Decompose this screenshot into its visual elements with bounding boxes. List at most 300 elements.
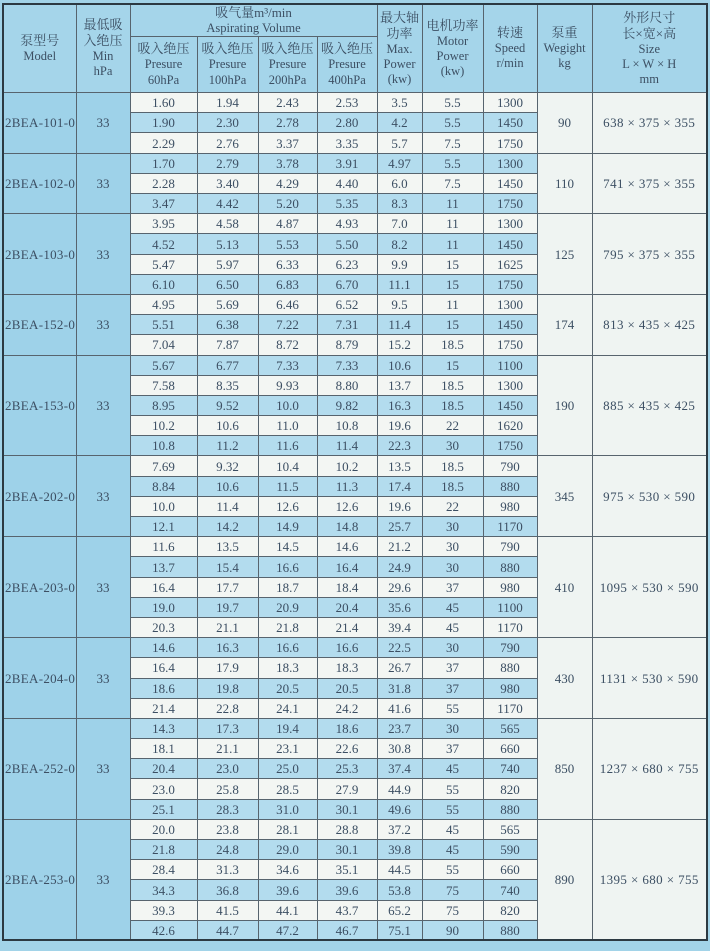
vol-200hpa-cell: 6.83 (258, 274, 317, 294)
motor-power-cell: 45 (422, 597, 483, 617)
vol-100hpa-cell: 11.4 (197, 496, 258, 516)
vol-200hpa-cell: 11.5 (258, 476, 317, 496)
speed-cell: 1750 (483, 133, 537, 153)
vol-400hpa-cell: 18.3 (317, 658, 377, 678)
min-pressure-cell: 33 (76, 294, 130, 355)
motor-power-cell: 5.5 (422, 153, 483, 173)
vol-400hpa-cell: 20.5 (317, 678, 377, 698)
vol-200hpa-cell: 21.8 (258, 617, 317, 637)
motor-power-cell: 30 (422, 638, 483, 658)
speed-cell: 1750 (483, 274, 537, 294)
motor-power-cell: 18.5 (422, 456, 483, 476)
size-cell: 638 × 375 × 355 (592, 93, 707, 154)
max-power-cell: 37.2 (377, 819, 422, 839)
vol-400hpa-cell: 22.6 (317, 739, 377, 759)
col-header-model-zh: 泵型号 (20, 33, 60, 48)
speed-cell: 880 (483, 476, 537, 496)
vol-200hpa-cell: 19.4 (258, 718, 317, 738)
motor-power-en2: Power (436, 48, 469, 63)
speed-cell: 1750 (483, 335, 537, 355)
vol-200hpa-cell: 18.3 (258, 658, 317, 678)
motor-power-cell: 90 (422, 920, 483, 940)
size-zh2: 长×宽×高 (622, 25, 677, 41)
vol-60hpa-cell: 10.2 (130, 416, 197, 436)
vol-200hpa-cell: 9.93 (258, 375, 317, 395)
speed-cell: 1170 (483, 517, 537, 537)
motor-power-cell: 30 (422, 517, 483, 537)
vol-100hpa-cell: 2.76 (197, 133, 258, 153)
col-header-pressure-200hpa (258, 37, 317, 93)
vol-100hpa-cell: 9.32 (197, 456, 258, 476)
vol-60hpa-cell: 18.1 (130, 739, 197, 759)
max-power-zh2: 功率 (386, 25, 413, 41)
motor-power-en3: (kw) (440, 64, 465, 79)
max-power-cell: 10.6 (377, 355, 422, 375)
max-power-cell: 19.6 (377, 416, 422, 436)
min-pressure-cell: 33 (76, 537, 130, 638)
aspirating-volume-en: Aspirating Volume (206, 20, 301, 35)
vol-200hpa-cell: 31.0 (258, 799, 317, 819)
vol-100hpa-cell: 22.8 (197, 698, 258, 718)
vol-200hpa-cell: 8.72 (258, 335, 317, 355)
speed-cell: 980 (483, 577, 537, 597)
table-row (3, 456, 707, 476)
vol-400hpa-cell: 14.8 (317, 517, 377, 537)
vol-100hpa-cell: 6.77 (197, 355, 258, 375)
vol-400hpa-cell: 27.9 (317, 779, 377, 799)
vol-100hpa-cell: 4.42 (197, 194, 258, 214)
vol-400hpa-cell: 7.33 (317, 355, 377, 375)
speed-en1: Speed (494, 41, 526, 56)
vol-400hpa-cell: 24.2 (317, 698, 377, 718)
vol-60hpa-cell: 21.4 (130, 698, 197, 718)
pressure-200-en: Presure (268, 57, 307, 72)
vol-400hpa-cell: 8.80 (317, 375, 377, 395)
vol-200hpa-cell: 11.6 (258, 436, 317, 456)
vol-200hpa-cell: 4.87 (258, 214, 317, 234)
vol-400hpa-cell: 4.40 (317, 173, 377, 193)
size-cell: 1237 × 680 × 755 (592, 718, 707, 819)
vol-100hpa-cell: 21.1 (197, 617, 258, 637)
vol-60hpa-cell: 6.10 (130, 274, 197, 294)
speed-cell: 980 (483, 496, 537, 516)
max-power-cell: 8.2 (377, 234, 422, 254)
vol-200hpa-cell: 28.1 (258, 819, 317, 839)
weight-cell: 410 (537, 537, 592, 638)
vol-400hpa-cell: 4.93 (317, 214, 377, 234)
vol-400hpa-cell: 3.91 (317, 153, 377, 173)
vol-100hpa-cell: 5.97 (197, 254, 258, 274)
size-en3: mm (639, 72, 659, 87)
vol-60hpa-cell: 4.52 (130, 234, 197, 254)
vol-100hpa-cell: 6.50 (197, 274, 258, 294)
col-header-speed (483, 4, 537, 93)
weight-cell: 174 (537, 294, 592, 355)
pressure-100-en: Presure (208, 57, 247, 72)
motor-power-cell: 15 (422, 355, 483, 375)
vol-100hpa-cell: 10.6 (197, 476, 258, 496)
vol-400hpa-cell: 16.6 (317, 638, 377, 658)
weight-cell: 190 (537, 355, 592, 456)
motor-power-cell: 55 (422, 698, 483, 718)
vol-400hpa-cell: 14.6 (317, 537, 377, 557)
vol-60hpa-cell: 14.3 (130, 718, 197, 738)
vol-400hpa-cell: 10.8 (317, 416, 377, 436)
size-en2: L × W × H (622, 56, 677, 71)
speed-cell: 1100 (483, 355, 537, 375)
vol-400hpa-cell: 6.70 (317, 274, 377, 294)
table-body (3, 93, 707, 941)
table-row (3, 537, 707, 557)
speed-cell: 980 (483, 678, 537, 698)
max-power-cell: 75.1 (377, 920, 422, 940)
pressure-60-val: 60hPa (147, 72, 180, 87)
speed-cell: 1750 (483, 436, 537, 456)
max-power-cell: 31.8 (377, 678, 422, 698)
vol-60hpa-cell: 20.0 (130, 819, 197, 839)
motor-power-cell: 30 (422, 718, 483, 738)
max-power-cell: 22.5 (377, 638, 422, 658)
speed-cell: 1450 (483, 173, 537, 193)
model-cell: 2BEA-153-0 (3, 355, 76, 456)
max-power-cell: 21.2 (377, 537, 422, 557)
min-pressure-cell: 33 (76, 153, 130, 214)
vol-100hpa-cell: 21.1 (197, 739, 258, 759)
vol-60hpa-cell: 10.0 (130, 496, 197, 516)
col-header-min-en1: Min (92, 49, 114, 64)
col-header-weight (537, 4, 592, 93)
vol-400hpa-cell: 11.4 (317, 436, 377, 456)
col-header-model-en: Model (23, 48, 57, 63)
model-cell: 2BEA-101-0 (3, 93, 76, 154)
col-header-min-zh1: 最低吸 (83, 17, 123, 33)
size-cell: 813 × 435 × 425 (592, 294, 707, 355)
model-cell: 2BEA-103-0 (3, 214, 76, 295)
max-power-cell: 24.9 (377, 557, 422, 577)
table-row (3, 718, 707, 738)
vol-100hpa-cell: 7.87 (197, 335, 258, 355)
speed-cell: 1300 (483, 294, 537, 314)
speed-cell: 1300 (483, 153, 537, 173)
max-power-cell: 30.8 (377, 739, 422, 759)
table-row (3, 355, 707, 375)
vol-100hpa-cell: 2.30 (197, 113, 258, 133)
max-power-cell: 44.9 (377, 779, 422, 799)
weight-en2: kg (558, 56, 571, 71)
vol-200hpa-cell: 16.6 (258, 638, 317, 658)
max-power-cell: 37.4 (377, 759, 422, 779)
vol-400hpa-cell: 5.35 (317, 194, 377, 214)
motor-power-cell: 45 (422, 759, 483, 779)
vol-200hpa-cell: 25.0 (258, 759, 317, 779)
max-power-cell: 11.1 (377, 274, 422, 294)
pressure-100-val: 100hPa (208, 72, 247, 87)
max-power-cell: 65.2 (377, 900, 422, 920)
vol-60hpa-cell: 20.4 (130, 759, 197, 779)
col-header-pressure-400hpa (317, 37, 377, 93)
vol-200hpa-cell: 3.37 (258, 133, 317, 153)
vol-400hpa-cell: 35.1 (317, 860, 377, 880)
size-en1: Size (638, 41, 661, 56)
speed-cell: 1300 (483, 93, 537, 113)
vol-400hpa-cell: 11.3 (317, 476, 377, 496)
speed-cell: 1625 (483, 254, 537, 274)
vol-100hpa-cell: 17.7 (197, 577, 258, 597)
max-power-cell: 16.3 (377, 395, 422, 415)
size-cell: 975 × 530 × 590 (592, 456, 707, 537)
motor-power-cell: 37 (422, 658, 483, 678)
vol-60hpa-cell: 13.7 (130, 557, 197, 577)
vol-400hpa-cell: 2.80 (317, 113, 377, 133)
col-header-max-power (377, 4, 422, 93)
vol-60hpa-cell: 7.69 (130, 456, 197, 476)
motor-power-cell: 11 (422, 294, 483, 314)
motor-power-cell: 15 (422, 274, 483, 294)
vol-60hpa-cell: 34.3 (130, 880, 197, 900)
model-cell: 2BEA-102-0 (3, 153, 76, 214)
vol-200hpa-cell: 20.5 (258, 678, 317, 698)
motor-power-cell: 37 (422, 577, 483, 597)
min-pressure-cell: 33 (76, 456, 130, 537)
table-row (3, 93, 707, 113)
vol-200hpa-cell: 4.29 (258, 173, 317, 193)
col-header-min-en2: hPa (93, 64, 113, 79)
vol-60hpa-cell: 5.51 (130, 315, 197, 335)
vol-60hpa-cell: 8.84 (130, 476, 197, 496)
min-pressure-cell: 33 (76, 819, 130, 940)
vol-100hpa-cell: 15.4 (197, 557, 258, 577)
vol-100hpa-cell: 28.3 (197, 799, 258, 819)
vol-60hpa-cell: 14.6 (130, 638, 197, 658)
vol-400hpa-cell: 3.35 (317, 133, 377, 153)
speed-cell: 1300 (483, 214, 537, 234)
vol-400hpa-cell: 21.4 (317, 617, 377, 637)
motor-power-cell: 55 (422, 860, 483, 880)
pressure-400-en: Presure (328, 57, 366, 72)
aspirating-volume-zh: 吸气量m³/min (215, 5, 292, 20)
motor-power-cell: 45 (422, 840, 483, 860)
vol-100hpa-cell: 19.8 (197, 678, 258, 698)
motor-power-cell: 18.5 (422, 395, 483, 415)
speed-cell: 1300 (483, 375, 537, 395)
max-power-cell: 53.8 (377, 880, 422, 900)
vol-60hpa-cell: 21.8 (130, 840, 197, 860)
vol-100hpa-cell: 9.52 (197, 395, 258, 415)
speed-cell: 1450 (483, 113, 537, 133)
vol-400hpa-cell: 20.4 (317, 597, 377, 617)
vol-100hpa-cell: 17.9 (197, 658, 258, 678)
motor-power-cell: 15 (422, 254, 483, 274)
max-power-cell: 4.2 (377, 113, 422, 133)
vol-200hpa-cell: 5.53 (258, 234, 317, 254)
weight-cell: 430 (537, 638, 592, 719)
speed-cell: 880 (483, 557, 537, 577)
motor-power-cell: 18.5 (422, 476, 483, 496)
vol-100hpa-cell: 25.8 (197, 779, 258, 799)
speed-cell: 1170 (483, 617, 537, 637)
header-row-top (3, 4, 707, 37)
motor-power-zh: 电机功率 (426, 17, 479, 33)
vol-200hpa-cell: 2.43 (258, 93, 317, 113)
vol-60hpa-cell: 16.4 (130, 577, 197, 597)
pressure-200-zh: 吸入绝压 (261, 41, 314, 57)
max-power-cell: 11.4 (377, 315, 422, 335)
max-power-cell: 17.4 (377, 476, 422, 496)
motor-power-cell: 55 (422, 779, 483, 799)
vol-400hpa-cell: 7.31 (317, 315, 377, 335)
speed-cell: 1750 (483, 194, 537, 214)
vol-100hpa-cell: 24.8 (197, 840, 258, 860)
speed-cell: 790 (483, 537, 537, 557)
vol-400hpa-cell: 9.82 (317, 395, 377, 415)
vol-60hpa-cell: 5.67 (130, 355, 197, 375)
vol-200hpa-cell: 16.6 (258, 557, 317, 577)
vol-200hpa-cell: 20.9 (258, 597, 317, 617)
pump-spec-table (2, 3, 708, 941)
table-row (3, 153, 707, 173)
speed-cell: 1170 (483, 698, 537, 718)
col-header-model (3, 4, 76, 93)
col-header-pressure-60hpa (130, 37, 197, 93)
col-header-min-pressure (76, 4, 130, 93)
max-power-cell: 25.7 (377, 517, 422, 537)
vol-100hpa-cell: 17.3 (197, 718, 258, 738)
max-power-cell: 15.2 (377, 335, 422, 355)
vol-100hpa-cell: 8.35 (197, 375, 258, 395)
table-row (3, 638, 707, 658)
max-power-cell: 8.3 (377, 194, 422, 214)
speed-cell: 880 (483, 658, 537, 678)
vol-100hpa-cell: 36.8 (197, 880, 258, 900)
vol-60hpa-cell: 2.29 (130, 133, 197, 153)
vol-400hpa-cell: 46.7 (317, 920, 377, 940)
vol-400hpa-cell: 2.53 (317, 93, 377, 113)
motor-power-cell: 22 (422, 416, 483, 436)
max-power-cell: 5.7 (377, 133, 422, 153)
max-power-cell: 3.5 (377, 93, 422, 113)
max-power-cell: 9.5 (377, 294, 422, 314)
vol-200hpa-cell: 18.7 (258, 577, 317, 597)
speed-cell: 590 (483, 840, 537, 860)
size-cell: 1095 × 530 × 590 (592, 537, 707, 638)
motor-power-cell: 30 (422, 436, 483, 456)
table-row (3, 214, 707, 234)
pressure-100-zh: 吸入绝压 (201, 41, 254, 57)
min-pressure-cell: 33 (76, 214, 130, 295)
vol-200hpa-cell: 44.1 (258, 900, 317, 920)
speed-cell: 1450 (483, 395, 537, 415)
table-row (3, 819, 707, 839)
speed-cell: 880 (483, 799, 537, 819)
vol-60hpa-cell: 18.6 (130, 678, 197, 698)
max-power-en1: Max. (386, 41, 413, 56)
pressure-60-en: Presure (144, 57, 183, 72)
motor-power-cell: 22 (422, 496, 483, 516)
motor-power-cell: 75 (422, 880, 483, 900)
vol-200hpa-cell: 6.46 (258, 294, 317, 314)
weight-cell: 890 (537, 819, 592, 940)
vol-400hpa-cell: 18.6 (317, 718, 377, 738)
max-power-cell: 9.9 (377, 254, 422, 274)
model-cell: 2BEA-204-0 (3, 638, 76, 719)
model-cell: 2BEA-203-0 (3, 537, 76, 638)
weight-en1: Wegight (543, 41, 586, 56)
vol-400hpa-cell: 6.52 (317, 294, 377, 314)
vol-200hpa-cell: 5.20 (258, 194, 317, 214)
weight-cell: 850 (537, 718, 592, 819)
weight-cell: 90 (537, 93, 592, 154)
speed-cell: 660 (483, 739, 537, 759)
size-cell: 741 × 375 × 355 (592, 153, 707, 214)
vol-100hpa-cell: 4.58 (197, 214, 258, 234)
weight-cell: 345 (537, 456, 592, 537)
vol-100hpa-cell: 6.38 (197, 315, 258, 335)
size-cell: 885 × 435 × 425 (592, 355, 707, 456)
max-power-cell: 39.4 (377, 617, 422, 637)
vol-200hpa-cell: 11.0 (258, 416, 317, 436)
speed-cell: 1450 (483, 315, 537, 335)
table-row (3, 294, 707, 314)
vol-400hpa-cell: 12.6 (317, 496, 377, 516)
col-header-min-zh2: 入绝压 (83, 33, 123, 49)
max-power-cell: 6.0 (377, 173, 422, 193)
vol-60hpa-cell: 1.60 (130, 93, 197, 113)
max-power-cell: 39.8 (377, 840, 422, 860)
vol-60hpa-cell: 20.3 (130, 617, 197, 637)
vol-60hpa-cell: 3.47 (130, 194, 197, 214)
vol-60hpa-cell: 7.58 (130, 375, 197, 395)
max-power-cell: 26.7 (377, 658, 422, 678)
motor-power-cell: 11 (422, 214, 483, 234)
speed-cell: 740 (483, 759, 537, 779)
motor-power-cell: 11 (422, 234, 483, 254)
weight-cell: 125 (537, 214, 592, 295)
speed-cell: 820 (483, 779, 537, 799)
vol-60hpa-cell: 3.95 (130, 214, 197, 234)
vol-60hpa-cell: 7.04 (130, 335, 197, 355)
max-power-cell: 35.6 (377, 597, 422, 617)
vol-200hpa-cell: 7.22 (258, 315, 317, 335)
max-power-cell: 13.7 (377, 375, 422, 395)
motor-power-cell: 5.5 (422, 93, 483, 113)
vol-200hpa-cell: 14.9 (258, 517, 317, 537)
vol-400hpa-cell: 39.6 (317, 880, 377, 900)
vol-200hpa-cell: 24.1 (258, 698, 317, 718)
vol-400hpa-cell: 30.1 (317, 840, 377, 860)
vol-100hpa-cell: 23.8 (197, 819, 258, 839)
motor-power-cell: 5.5 (422, 113, 483, 133)
speed-cell: 565 (483, 718, 537, 738)
vol-100hpa-cell: 5.13 (197, 234, 258, 254)
vol-200hpa-cell: 29.0 (258, 840, 317, 860)
size-cell: 795 × 375 × 355 (592, 214, 707, 295)
max-power-zh1: 最大轴 (380, 9, 420, 25)
vol-100hpa-cell: 14.2 (197, 517, 258, 537)
vol-200hpa-cell: 10.4 (258, 456, 317, 476)
vol-200hpa-cell: 28.5 (258, 779, 317, 799)
speed-cell: 1620 (483, 416, 537, 436)
model-cell: 2BEA-152-0 (3, 294, 76, 355)
motor-power-cell: 11 (422, 194, 483, 214)
vol-200hpa-cell: 2.78 (258, 113, 317, 133)
vol-400hpa-cell: 8.79 (317, 335, 377, 355)
speed-cell: 565 (483, 819, 537, 839)
speed-cell: 790 (483, 456, 537, 476)
vol-60hpa-cell: 10.8 (130, 436, 197, 456)
vol-200hpa-cell: 10.0 (258, 395, 317, 415)
vol-60hpa-cell: 11.6 (130, 537, 197, 557)
vol-60hpa-cell: 1.70 (130, 153, 197, 173)
